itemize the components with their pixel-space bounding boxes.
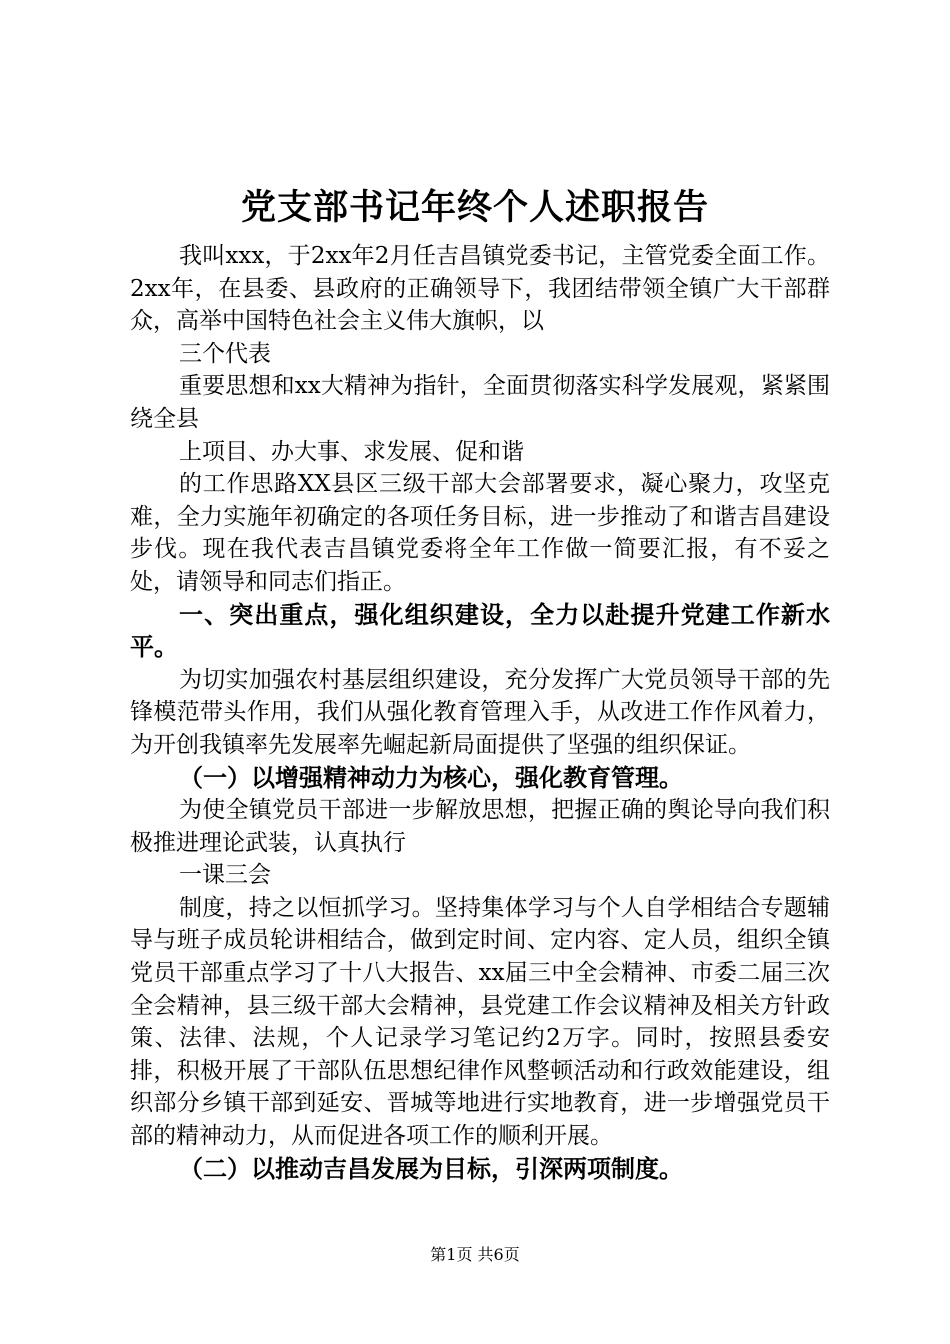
document-title: 党支部书记年终个人述职报告: [240, 187, 709, 228]
paragraph-guiding-thought: 重要思想和xx大精神为指针，全面贯彻落实科学发展观，紧紧围绕全县: [130, 373, 830, 432]
paragraph-subsection-1-detail: 制度，持之以恒抓学习。坚持集体学习与个人自学相结合专题辅导与班子成员轮讲相结合，做到定时间、定内容、定人员，组织全镇党员干部重点学习了十八大报告、xx届三中全会精神、市委二届三次全会精神，县三级干部大会精神，县党建工作会议精神及相关方针政策、法律、法规，个人记录学习笔记约2万字。同时，按照县委安排，积极开展了干部队伍思想纪律作风整顿活动和行政效能建设，组织部分乡镇干部到延安、晋城等地进行实地教育，进一步增强党员干部的精神动力，从而促进各项工作的顺利开展。: [130, 894, 830, 1150]
subsection-heading-2: （二）以推动吉昌发展为目标，引深两项制度。: [179, 1154, 683, 1183]
paragraph-quote-three-represents: 三个代表: [179, 340, 271, 367]
paragraph-intro: 我叫xxx，于2xx年2月任吉昌镇党委书记，主管党委全面工作。2xx年，在县委、县政府的正确领导下，我团结带领全镇广大干部群众，高举中国特色社会主义伟大旗帜，以: [130, 243, 830, 335]
paragraph-section-1: 为切实加强农村基层组织建设，充分发挥广大党员领导干部的先锋模范带头作用，我们从强化教育管理入手，从改进工作作风着力，为开创我镇率先发展率先崛起新局面提供了坚强的组织保证。: [130, 666, 830, 758]
page-footer: 第1页 共6页: [430, 1245, 520, 1264]
paragraph-quote-one-lesson-three-meetings: 一课三会: [179, 862, 271, 889]
document-body: [130, 240, 830, 1185]
paragraph-subsection-1-intro: 为使全镇党员干部进一步解放思想，把握正确的舆论导向我们积极推进理论武装，认真执行: [130, 797, 830, 856]
paragraph-quote-work-idea: 上项目、办大事、求发展、促和谐: [179, 438, 524, 465]
section-heading-1: 一、突出重点，强化组织建设，全力以赴提升党建工作新水平。: [130, 600, 830, 662]
paragraph-summary: 的工作思路XX县区三级干部大会部署要求，凝心聚力，攻坚克难，全力实施年初确定的各项任务目标，进一步推动了和谐吉昌建设步伐。现在我代表吉昌镇党委将全年工作做一简要汇报，有不妥之处，请领导和同志们指正。: [130, 471, 830, 595]
subsection-heading-1: （一）以增强精神动力为核心，强化教育管理。: [179, 763, 683, 792]
